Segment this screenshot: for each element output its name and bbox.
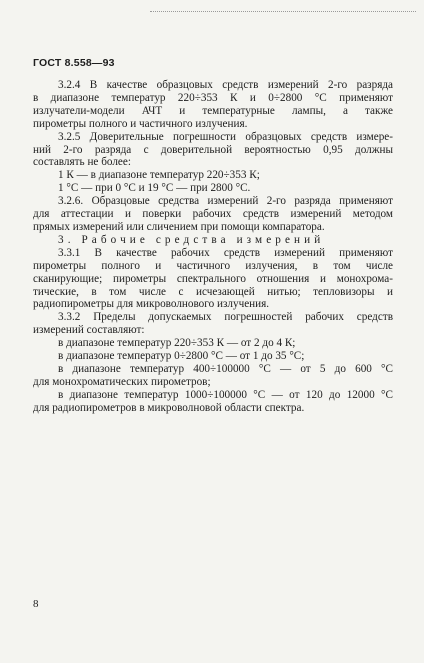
text-line: в диапазоне температур 0÷2800 °С — от 1 до 35 °С; [58,350,305,363]
top-rule [150,11,416,12]
text-line: в диапазоне температур 220÷353 К и 0÷2800 °С применяют [33,91,393,104]
section-heading-3 [33,234,393,247]
text-line: прямых измерений или сличением при помощи компаратора. [33,220,325,233]
text-line: 1 К — в диапазоне температур 220÷353 К; [58,169,260,182]
paragraph-3-2-5 [33,131,393,196]
text-line: сканирующие; пирометры спектрального отношения и монохрома- [33,272,393,285]
text-line: 3.2.4 В качестве образцовых средств измерений 2-го разряда [58,79,393,91]
paragraph-3-2-6 [33,195,393,234]
text-line: пирометры полного и частичного излучения, в том числе [33,259,393,272]
text-line: пирометры полного и частичного излучения. [33,117,248,130]
text-line: ний 2-го разряда с доверительной вероятностью 0,95 должны [33,143,393,156]
document-code: ГОСТ 8.558—93 [33,57,115,69]
text-line: для аттестации и поверки рабочих средств измерений методом [33,208,393,221]
text-line: 3.2.5 Доверительные погрешности образцовых средств измере- [58,130,393,143]
page-number: 8 [33,598,39,610]
text-line: излучатели-модели АЧТ и температурные лампы, а также [33,104,393,117]
text-line: в диапазоне температур 220÷353 К — от 2 до 4 К; [58,337,296,350]
text-line: измерений составляют: [33,324,145,337]
text-line: 3.2.6. Образцовые средства измерений 2-го разряда применяют [58,195,393,208]
section-heading: 3. Рабочие средства измерений [58,233,325,246]
text-line: тические, в том числе с исчезающей нитью; тепловизоры и [33,285,393,298]
text-line: 3.3.2 Пределы допускаемых погрешностей рабочих средств [58,311,393,324]
paragraph-3-2-4 [33,79,393,131]
text-line: составлять не более: [33,156,131,169]
text-line: для радиопирометров в микроволновой области спектра. [33,401,305,414]
text-line: для монохроматических пирометров; [33,375,211,388]
paragraph-3-3-2 [33,311,393,414]
text-line: в диапазоне температур 400÷100000 °С — от 5 до 600 °С [58,362,393,375]
text-line: радиопирометры для микроволнового излучения. [33,298,270,311]
text-line: 1 °С — при 0 °С и 19 °С — при 2800 °С. [58,182,251,195]
paragraph-3-3-1 [33,247,393,312]
body-text [33,79,393,415]
text-line: 3.3.1 В качестве рабочих средств измерений применяют [58,246,393,259]
text-line: в диапазоне температур 1000÷100000 °С — от 120 до 12000 °С [58,388,393,401]
